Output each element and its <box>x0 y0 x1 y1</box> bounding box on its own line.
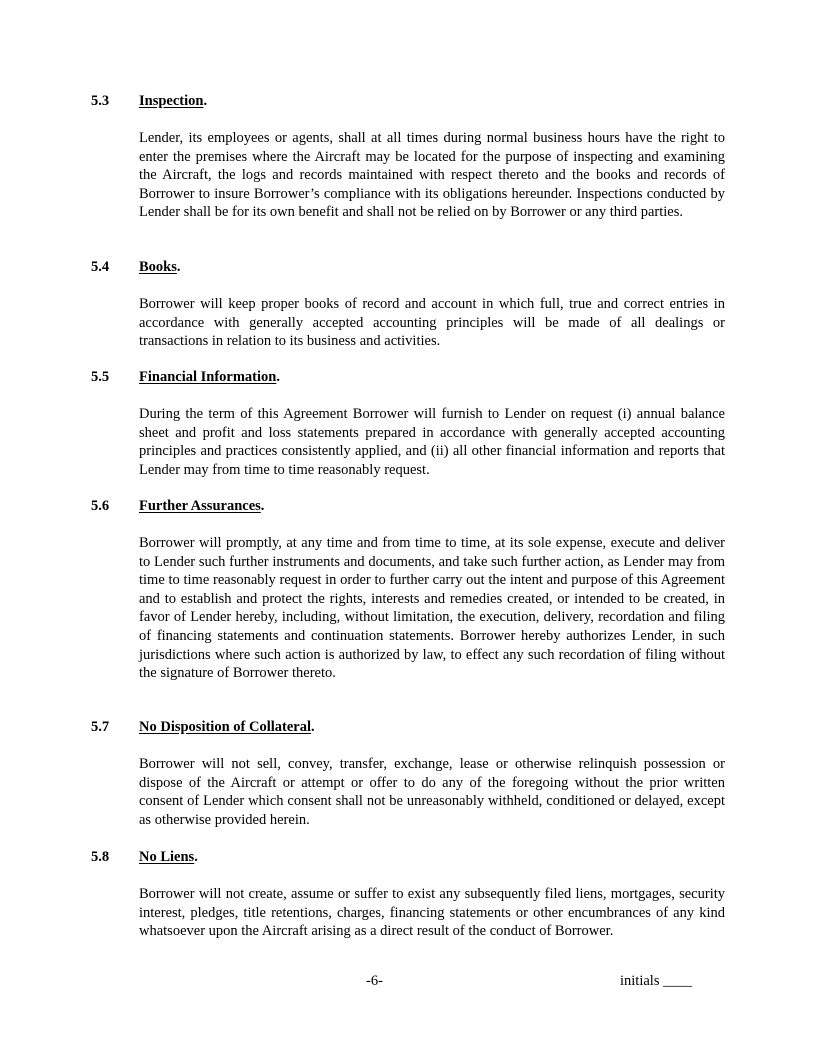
section-title: Further Assurances <box>139 498 261 514</box>
section-heading: 5.3 Inspection. <box>91 93 208 109</box>
section-5-3 <box>91 92 727 222</box>
section-paragraph: Borrower will keep proper books of record and account in which full, true and correct entries in accordance with generally accepted accounting principles will be made of all dealings or transactions in relation to its business and activities. <box>139 296 725 350</box>
section-5-5 <box>91 368 727 479</box>
section-heading: 5.8 No Liens. <box>91 849 198 865</box>
section-title: Financial Information <box>139 369 277 385</box>
section-5-7 <box>91 718 727 829</box>
section-number: 5.5 <box>91 369 110 385</box>
section-title: No Disposition of Collateral <box>139 719 311 735</box>
section-number: 5.7 <box>91 719 110 735</box>
section-paragraph: During the term of this Agreement Borrower will furnish to Lender on request (i) annual balance sheet and profit and loss statements prepared in accordance with generally accepted accounting principles and practices consistently applied, and (ii) all other financial information and reports that Lender may from time to time reasonably request. <box>139 406 725 478</box>
section-5-4 <box>91 258 727 351</box>
section-5-6 <box>91 497 727 683</box>
page-number: -6- <box>366 973 383 989</box>
section-heading: 5.6 Further Assurances. <box>91 498 265 514</box>
section-paragraph: Borrower will promptly, at any time and from time to time, at its sole expense, execute and deliver to Lender such further instruments and documents, and take such further action, as Lender may from time to time reasonably request in order to further carry out the intent and purpose of this Agreement and to establish and protect the rights, interests and remedies created, or intended to be created, in favor of Lender hereby, including, without limitation, the execution, delivery, recordation and filing of financing statements and continuation statements. Borrower hereby authorizes Lender, in such jurisdictions where such action is authorized by law, to effect any such recordation of filing without the signature of Borrower thereto. <box>139 535 725 682</box>
section-number: 5.4 <box>91 259 110 275</box>
section-heading: 5.7 No Disposition of Collateral. <box>91 719 315 735</box>
section-number: 5.3 <box>91 93 110 109</box>
section-heading: 5.5 Financial Information. <box>91 369 280 385</box>
section-paragraph: Borrower will not create, assume or suffer to exist any subsequently filed liens, mortgages, security interest, pledges, title retentions, charges, financing statements or other encumbrances of any kind whatsoever upon the Aircraft arising as a direct result of the conduct of Borrower. <box>139 886 725 940</box>
section-title: Books <box>139 259 177 275</box>
section-title: Inspection <box>139 93 204 109</box>
section-heading: 5.4 Books. <box>91 259 181 275</box>
section-title: No Liens <box>139 849 195 865</box>
section-number: 5.6 <box>91 498 110 514</box>
initials-line: initials ____ <box>620 973 693 989</box>
section-paragraph: Borrower will not sell, convey, transfer, exchange, lease or otherwise relinquish possession or dispose of the Aircraft or attempt or offer to do any of the foregoing without the prior written consent of Lender which consent shall not be unreasonably withheld, conditioned or delayed, except as otherwise provided herein. <box>139 756 725 828</box>
section-5-8 <box>91 848 727 941</box>
section-paragraph: Lender, its employees or agents, shall at all times during normal business hours have the right to enter the premises where the Aircraft may be located for the purpose of inspecting and examining the Aircraft, the logs and records maintained with respect thereto and the books and records of Borrower to insure Borrower’s compliance with its obligations hereunder. Inspections conducted by Lender shall be for its own benefit and shall not be relied on by Borrower or any third parties. <box>139 130 725 221</box>
section-number: 5.8 <box>91 849 110 865</box>
